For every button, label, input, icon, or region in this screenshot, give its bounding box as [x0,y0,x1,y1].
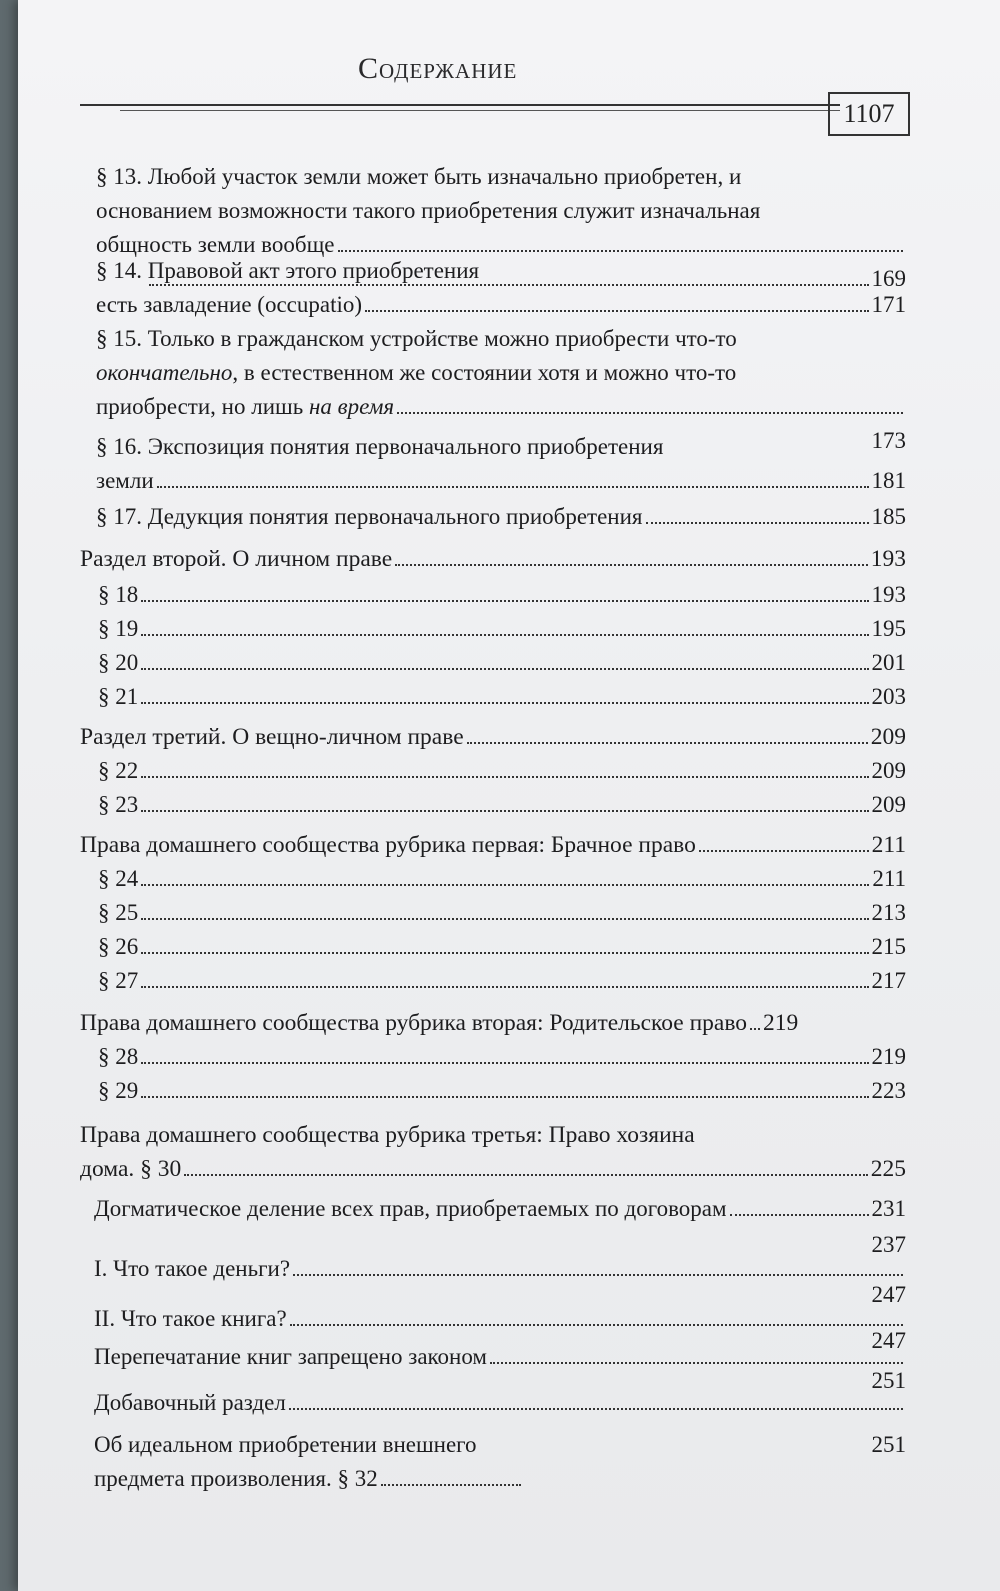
toc-entry-text: § 20 [98,650,139,675]
toc-entry-text: § 16. Экспозиция понятия первоначального приобретения [96,434,664,459]
toc-entry-21 [98,680,906,714]
toc-entry-text: § 25 [98,900,139,925]
toc-entry-17 [96,500,906,534]
toc-entry-text: § 14. Правовой акт этого приобретения [96,258,480,283]
toc-entry-text: Права домашнего сообщества рубрика первая: Брачное право [80,832,696,858]
toc-entry-26 [98,930,906,964]
toc-page-number: 211 [872,866,906,891]
toc-page-number: 169 [871,266,906,291]
toc-page-number: 247 [871,1282,906,1307]
toc-rubric-1 [80,828,906,862]
toc-page-number: 215 [871,934,906,959]
toc-entry-text: § 23 [98,792,139,817]
page-number: 1107 [828,92,910,136]
table-of-contents [18,0,1000,1591]
toc-entry-text: дома. § 30 [80,1156,182,1182]
toc-page-number: 171 [871,292,906,317]
toc-entry-23 [98,788,906,822]
toc-entry-text: Права домашнего сообщества рубрика третья: Право хозяина [80,1122,695,1148]
toc-entry-14 [96,254,906,322]
toc-entry-text: § 17. Дедукция понятия первоначального приобретения [96,504,643,529]
toc-page-number: 225 [870,1156,906,1182]
toc-entry-text: Добавочный раздел [94,1390,286,1415]
toc-page-number: 173 [871,428,906,453]
toc-entry-20 [98,646,906,680]
toc-entry-text: Догматическое деление всех прав, приобретаемых по договорам [94,1196,727,1221]
toc-entry-28 [98,1040,906,1074]
toc-entry-text: § 28 [98,1044,139,1069]
toc-page-number: 193 [871,582,906,607]
toc-entry-text: есть завладение (occupatio) [96,292,363,317]
toc-page-number: 209 [871,758,906,783]
toc-page-number: 193 [870,546,906,572]
toc-entry-text: § 15. Только в гражданском устройстве можно приобрести что-то [96,326,737,351]
toc-page-number: 251 [871,1368,906,1393]
toc-page-number: 201 [871,650,906,675]
toc-entry-additional [94,1386,906,1420]
toc-entry-text: , в естественном же состоянии хотя и можно что-то [232,360,737,385]
toc-entry-29 [98,1074,906,1108]
toc-entry-19 [98,612,906,646]
toc-page-number: 247 [871,1328,906,1353]
toc-entry-money [94,1228,906,1312]
toc-page-number: 181 [871,468,906,493]
toc-entry-text: § 26 [98,934,139,959]
toc-entry-text: приобрести, но лишь [96,394,304,419]
toc-entry-text: Перепечатание книг запрещено законом [94,1344,487,1369]
toc-page-number: 203 [871,684,906,709]
toc-page-number: 185 [871,504,906,529]
toc-page-number: 231 [871,1196,906,1221]
toc-entry-text: § 21 [98,684,139,709]
toc-entry-text: § 24 [98,866,139,891]
toc-rubric-3 [80,1118,906,1186]
toc-entry-text: Права домашнего сообщества рубрика вторая: Родительское право [80,1010,748,1036]
toc-entry-22 [98,754,906,788]
toc-entry-text: Об идеальном приобретении внешнего [94,1432,477,1457]
toc-page-number: 213 [871,900,906,925]
toc-entry-dogmatic [94,1192,906,1226]
toc-entry-text: I. Что такое деньги? [94,1256,291,1281]
toc-entry-text: Раздел второй. О личном праве [80,546,393,572]
toc-page-number: 209 [871,792,906,817]
toc-entry-text: § 18 [98,582,139,607]
toc-entry-text: § 22 [98,758,139,783]
toc-entry-text: Раздел третий. О вещно-личном праве [80,724,464,750]
toc-entry-text: основанием возможности такого приобретения служит изначальная [96,198,761,223]
toc-entry-text: § 29 [98,1078,139,1103]
toc-entry-27 [98,964,906,998]
toc-entry-16 [96,430,906,498]
toc-page-number: 237 [871,1232,906,1257]
toc-rubric-2 [80,1006,906,1040]
toc-page-number: 217 [871,968,906,993]
toc-entry-text: § 19 [98,616,139,641]
toc-entry-text: § 13. Любой участок земли может быть изначально приобретен, и [96,164,742,189]
toc-entry-text: общность земли вообще [96,232,335,257]
toc-entry-italic: на время [308,394,395,419]
toc-entry-24 [98,862,906,896]
toc-page-number: 209 [870,724,906,750]
toc-page-number: 211 [871,832,906,858]
toc-entry-italic: окончательно [96,360,233,385]
toc-entry-text: земли [96,468,154,493]
toc-entry-text: § 27 [98,968,139,993]
toc-page-number: 223 [871,1078,906,1103]
toc-section-3 [80,720,906,754]
toc-entry-ideal [94,1428,906,1496]
toc-page-number: 195 [871,616,906,641]
toc-entry-18 [98,578,906,612]
toc-page-number: 219 [871,1044,906,1069]
page-title: Содержание [358,52,518,85]
toc-section-2 [80,542,906,576]
toc-entry-text: II. Что такое книга? [94,1306,287,1331]
toc-page-number: 251 [871,1432,906,1457]
toc-page-number: 219 [763,1010,799,1036]
toc-entry-25 [98,896,906,930]
toc-entry-text: предмета произволения. § 32 [94,1466,378,1491]
book-page [18,0,1000,1591]
